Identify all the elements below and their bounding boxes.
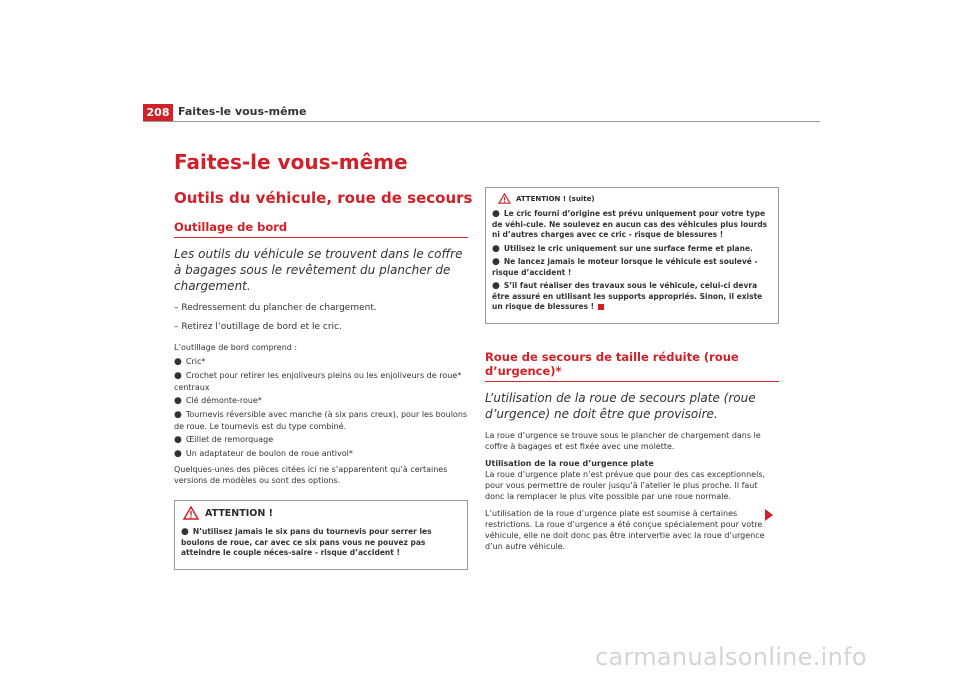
warning-title: ATTENTION ! [205,508,461,519]
step-item: – Redressement du plancher de chargement. [174,303,377,313]
warning-item: ● S’il faut réaliser des travaux sous le véhicule, celui-ci devra être assuré en utilisant les supports appropriés. Sinon, il existe un risque de blessures ! [492,281,763,311]
warning-item: ● Le cric fourni d’origine est prévu uniquement pour votre type de véhi-cule. Ne soulevez en aucun cas des véhicules plus lourds ni d’autres charges avec ce cric - risque de blessures ! [492,209,768,239]
warning-item: ● Utilisez le cric uniquement sur une surface ferme et plane. [492,243,753,254]
paragraph-title: Utilisation de la roue d’urgence plate [485,458,654,468]
step-item: – Retirez l’outillage de bord et le cric. [174,322,342,332]
paragraph: La roue d’urgence plate n’est prévue que pour des cas exceptionnels, pour vous permettre de rouler jusqu’à l’atelier le plus proche. Il faut donc la remplacer le plus vite possible par une roue normale. [485,469,766,501]
warning-triangle-icon [183,506,199,520]
list-intro: L’outillage de bord comprend : [174,343,298,352]
right-column [485,187,779,552]
chapter-title: Faites-le vous-même [174,150,408,174]
list-item: ● Crochet pour retirer les enjoliveurs pleins ou les enjoliveurs de roue* centraux [174,371,462,392]
subheading-spare-wheel: Roue de secours de taille réduite (roue d’urgence)* [485,350,779,382]
end-mark-icon [598,304,604,310]
section-title: Outils du véhicule, roue de secours [174,189,473,207]
warning-box [174,500,468,570]
warning-item: ● N’utilisez jamais le six pans du tournevis pour serrer les boulons de roue, car avec ce six pans vous ne pouvez pas atteindre le couple néces-saire - risque d’accident ! [181,527,432,557]
warning-item: ● Ne lancez jamais le moteur lorsque le véhicule est soulevé - risque d’accident ! [492,257,758,277]
note-text: Quelques-unes des pièces citées ici ne s’apparentent qu’à certaines versions de modèles ou sont des options. [174,465,448,485]
page-number: 208 [143,104,173,121]
list-item: ● Tournevis réversible avec manche (à six pans creux), pour les boulons de roue. Le tournevis est du type combiné. [174,410,468,431]
paragraph: L’utilisation de la roue d’urgence plate est soumise à certaines restrictions. La roue d’urgence a été conçue spécialement pour votre véhicule, elle ne doit donc pas être intervertie avec la roue d’urgence d’un autre véhicule. [485,508,765,551]
watermark: carmanualsonline.info [595,643,867,671]
running-header: Faites-le vous-même [178,105,307,118]
list-item: ● Œillet de remorquage [174,435,274,445]
list-item: ● Clé démonte-roue* [174,396,262,406]
warning-box-continued [485,187,779,324]
paragraph: La roue d’urgence se trouve sous le plancher de chargement dans le coffre à bagages et est fixée avec une molette. [485,430,761,451]
warning-title: ATTENTION ! (suite) [516,195,772,203]
subheading-tools: Outillage de bord [174,220,468,238]
list-item: ● Un adaptateur de boulon de roue antivol* [174,449,353,459]
intro-text: Les outils du véhicule se trouvent dans le coffre à bagages sous le revêtement du plancher de chargement. [174,247,463,293]
next-page-arrow-icon [765,509,773,521]
left-column [174,220,468,570]
list-item: ● Cric* [174,357,206,367]
intro-text: L’utilisation de la roue de secours plate (roue d’urgence) ne doit être que provisoire. [485,390,756,421]
header-rule [143,121,820,122]
warning-triangle-icon [498,193,511,204]
